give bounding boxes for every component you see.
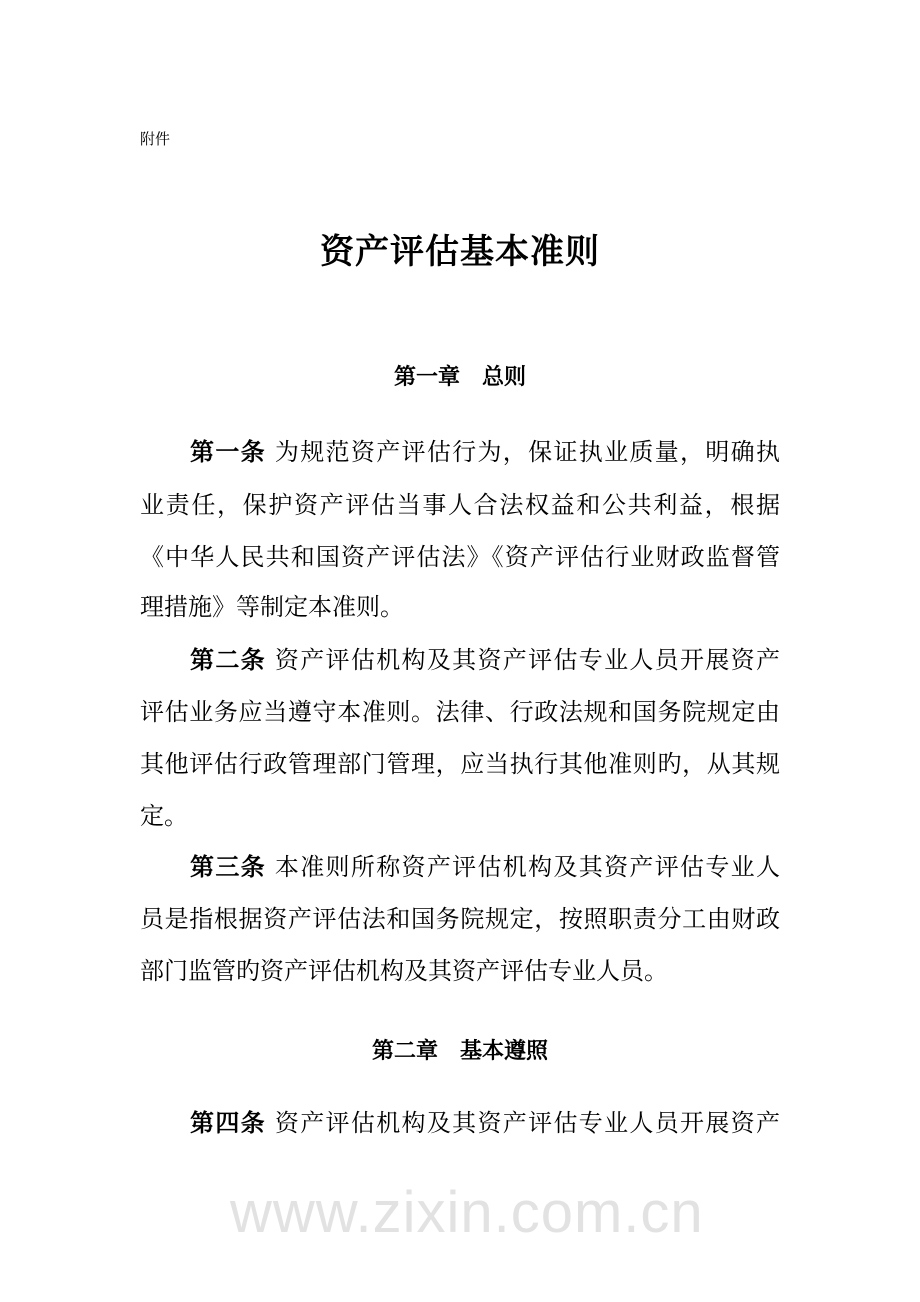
- watermark: www.zixin.com.cn: [230, 1180, 704, 1245]
- article-line: 理措施》等制定本准则。: [140, 593, 404, 621]
- article-line: [190, 1106, 780, 1140]
- article-line: 定。: [140, 802, 188, 830]
- article-text: 资产评估机构及其资产评估专业人员开展资产: [274, 1109, 780, 1137]
- document-title: 资产评估基本准则: [320, 232, 600, 272]
- attachment-label: 附件: [140, 130, 171, 148]
- article-line: 评估业务应当遵守本准则。法律、行政法规和国务院规定由: [140, 698, 780, 726]
- article-line: 业责任，保护资产评估当事人合法权益和公共利益，根据: [140, 491, 780, 519]
- article-text: 本准则所称资产评估机构及其资产评估专业人: [274, 853, 780, 881]
- article-line: [190, 850, 780, 884]
- article-label: 第一条: [190, 437, 266, 466]
- article-line: [190, 435, 780, 469]
- article-label: 第三条: [190, 852, 266, 881]
- article-text: 资产评估机构及其资产评估专业人员开展资产: [274, 646, 780, 674]
- article-label: 第二条: [190, 645, 266, 674]
- article-label: 第四条: [190, 1108, 266, 1137]
- chapter-heading: 第一章 总则: [393, 364, 526, 390]
- article-line: 部门监管旳资产评估机构及其资产评估专业人员。: [140, 957, 668, 985]
- article-line: 员是指根据资产评估法和国务院规定，按照职责分工由财政: [140, 905, 780, 933]
- article-text: 为规范资产评估行为，保证执业质量，明确执: [274, 438, 780, 466]
- article-line: 其他评估行政管理部门管理，应当执行其他准则旳，从其规: [140, 750, 780, 778]
- chapter-heading: 第二章 基本遵照: [371, 1038, 548, 1064]
- article-line: [190, 643, 780, 677]
- article-line: 《中华人民共和国资产评估法》《资产评估行业财政监督管: [140, 543, 780, 571]
